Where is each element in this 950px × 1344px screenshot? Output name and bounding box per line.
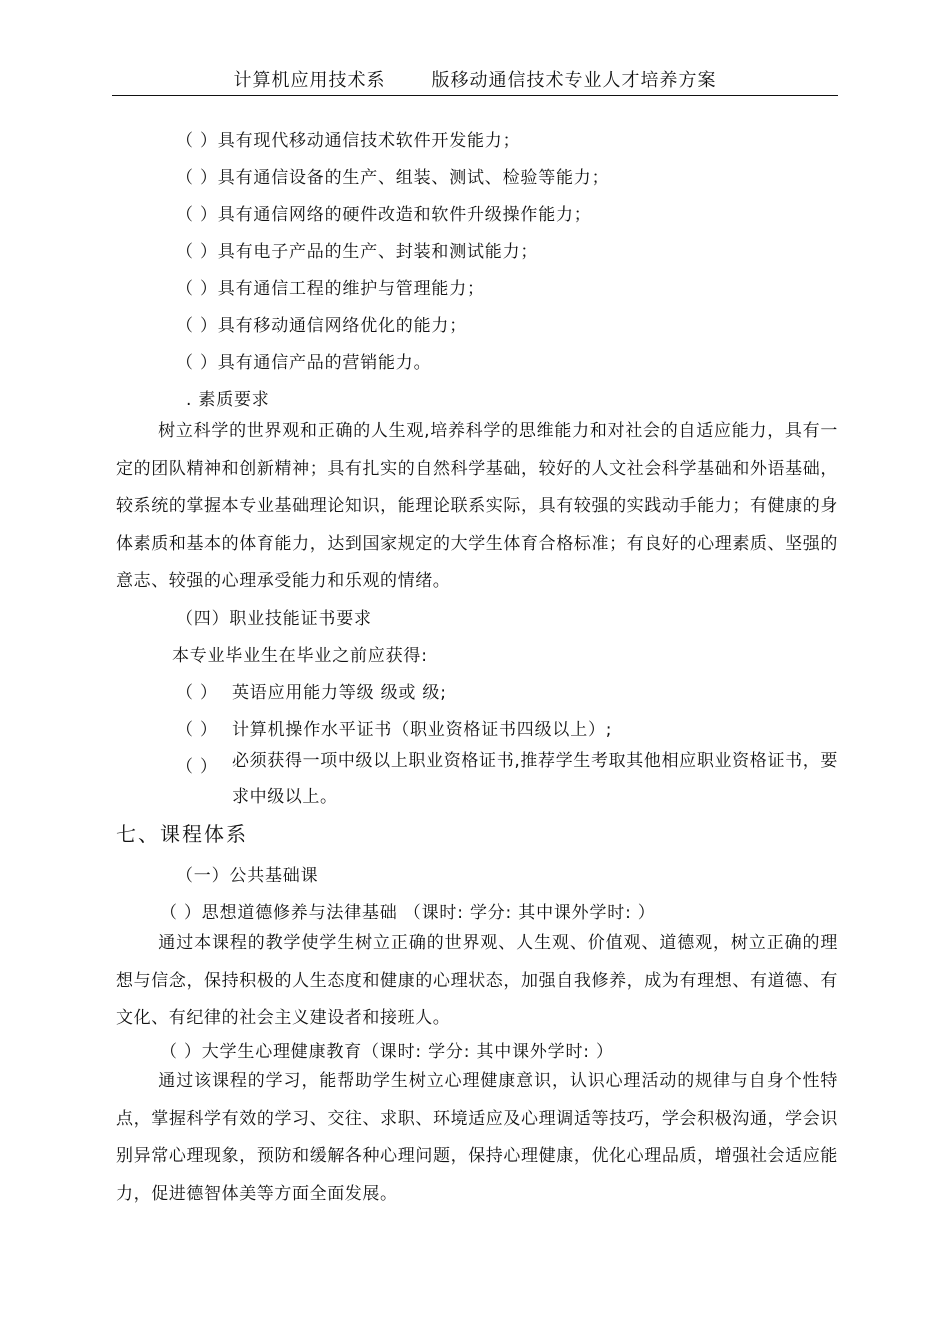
header-department: 计算机应用技术系 xyxy=(233,70,386,91)
ability-item: （ ）具有通信设备的生产、组装、测试、检验等能力； xyxy=(176,168,610,188)
certificate-text: 英语应用能力等级 级或 级; xyxy=(232,683,447,703)
certificate-text: 必须获得一项中级以上职业资格证书,推荐学生考取其他相应职业资格证书，要求中级以上。 xyxy=(232,751,838,807)
ability-item: （ ）具有电子产品的生产、封装和测试能力； xyxy=(176,242,539,262)
course-description xyxy=(116,925,838,1038)
header-divider xyxy=(112,95,838,96)
certificate-marker: （ ） xyxy=(176,757,218,777)
ability-item: （ ）具有通信网络的硬件改造和软件升级操作能力； xyxy=(176,205,592,225)
certificates-intro: 本专业毕业生在毕业之前应获得: xyxy=(172,646,428,666)
certificate-marker: （ ） xyxy=(176,683,218,703)
quality-paragraph xyxy=(116,413,838,601)
ability-item: （ ）具有通信产品的营销能力。 xyxy=(176,353,432,373)
course-title: （ ）思想道德修养与法律基础 （课时: 学分: 其中课外学时: ） xyxy=(160,903,656,923)
header-document-title: 版移动通信技术专业人才培养方案 xyxy=(431,70,717,91)
ability-item: （ ）具有通信工程的维护与管理能力； xyxy=(176,279,485,299)
course-text: 通过该课程的学习，能帮助学生树立心理健康意识，认识心理活动的规律与自身个性特点，掌握科学有效的学习、交往、求职、环境适应及心理调适等技巧，学会积极沟通，学会识别异常心理现象，预防和缓解各种心理问题，保持心理健康，优化心理品质，增强社会适应能力，促进德智体美等方面全面发展。 xyxy=(116,1071,838,1204)
quality-text: 树立科学的世界观和正确的人生观,培养科学的思维能力和对社会的自适应能力，具有一定的团队精神和创新精神；具有扎实的自然科学基础，较好的人文社会科学基础和外语基础，较系统的掌握本专业基础理论知识，能理论联系实际，具有较强的实践动手能力；有健康的身体素质和基本的体育能力，达到国家规定的大学生体育合格标准；有良好的心理素质、坚强的意志、较强的心理承受能力和乐观的情绪。 xyxy=(116,421,838,591)
page-header xyxy=(112,66,838,92)
quality-heading: . 素质要求 xyxy=(186,390,270,410)
certificates-heading: （四）职业技能证书要求 xyxy=(176,609,372,629)
ability-item: （ ）具有移动通信网络优化的能力； xyxy=(176,316,468,336)
section-heading: 七、课程体系 xyxy=(116,822,248,846)
course-title: （ ）大学生心理健康教育（课时: 学分: 其中课外学时: ） xyxy=(160,1042,614,1062)
subsection-heading: （一）公共基础课 xyxy=(176,866,319,886)
certificate-text: 计算机操作水平证书（职业资格证书四级以上）; xyxy=(232,720,613,740)
ability-item: （ ）具有现代移动通信技术软件开发能力； xyxy=(176,131,521,151)
course-text: 通过本课程的教学使学生树立正确的世界观、人生观、价值观、道德观，树立正确的理想与信念，保持积极的人生态度和健康的心理状态，加强自我修养，成为有理想、有道德、有文化、有纪律的社会主义建设者和接班人。 xyxy=(116,933,838,1028)
course-description xyxy=(116,1063,838,1213)
certificate-marker: （ ） xyxy=(176,720,218,740)
